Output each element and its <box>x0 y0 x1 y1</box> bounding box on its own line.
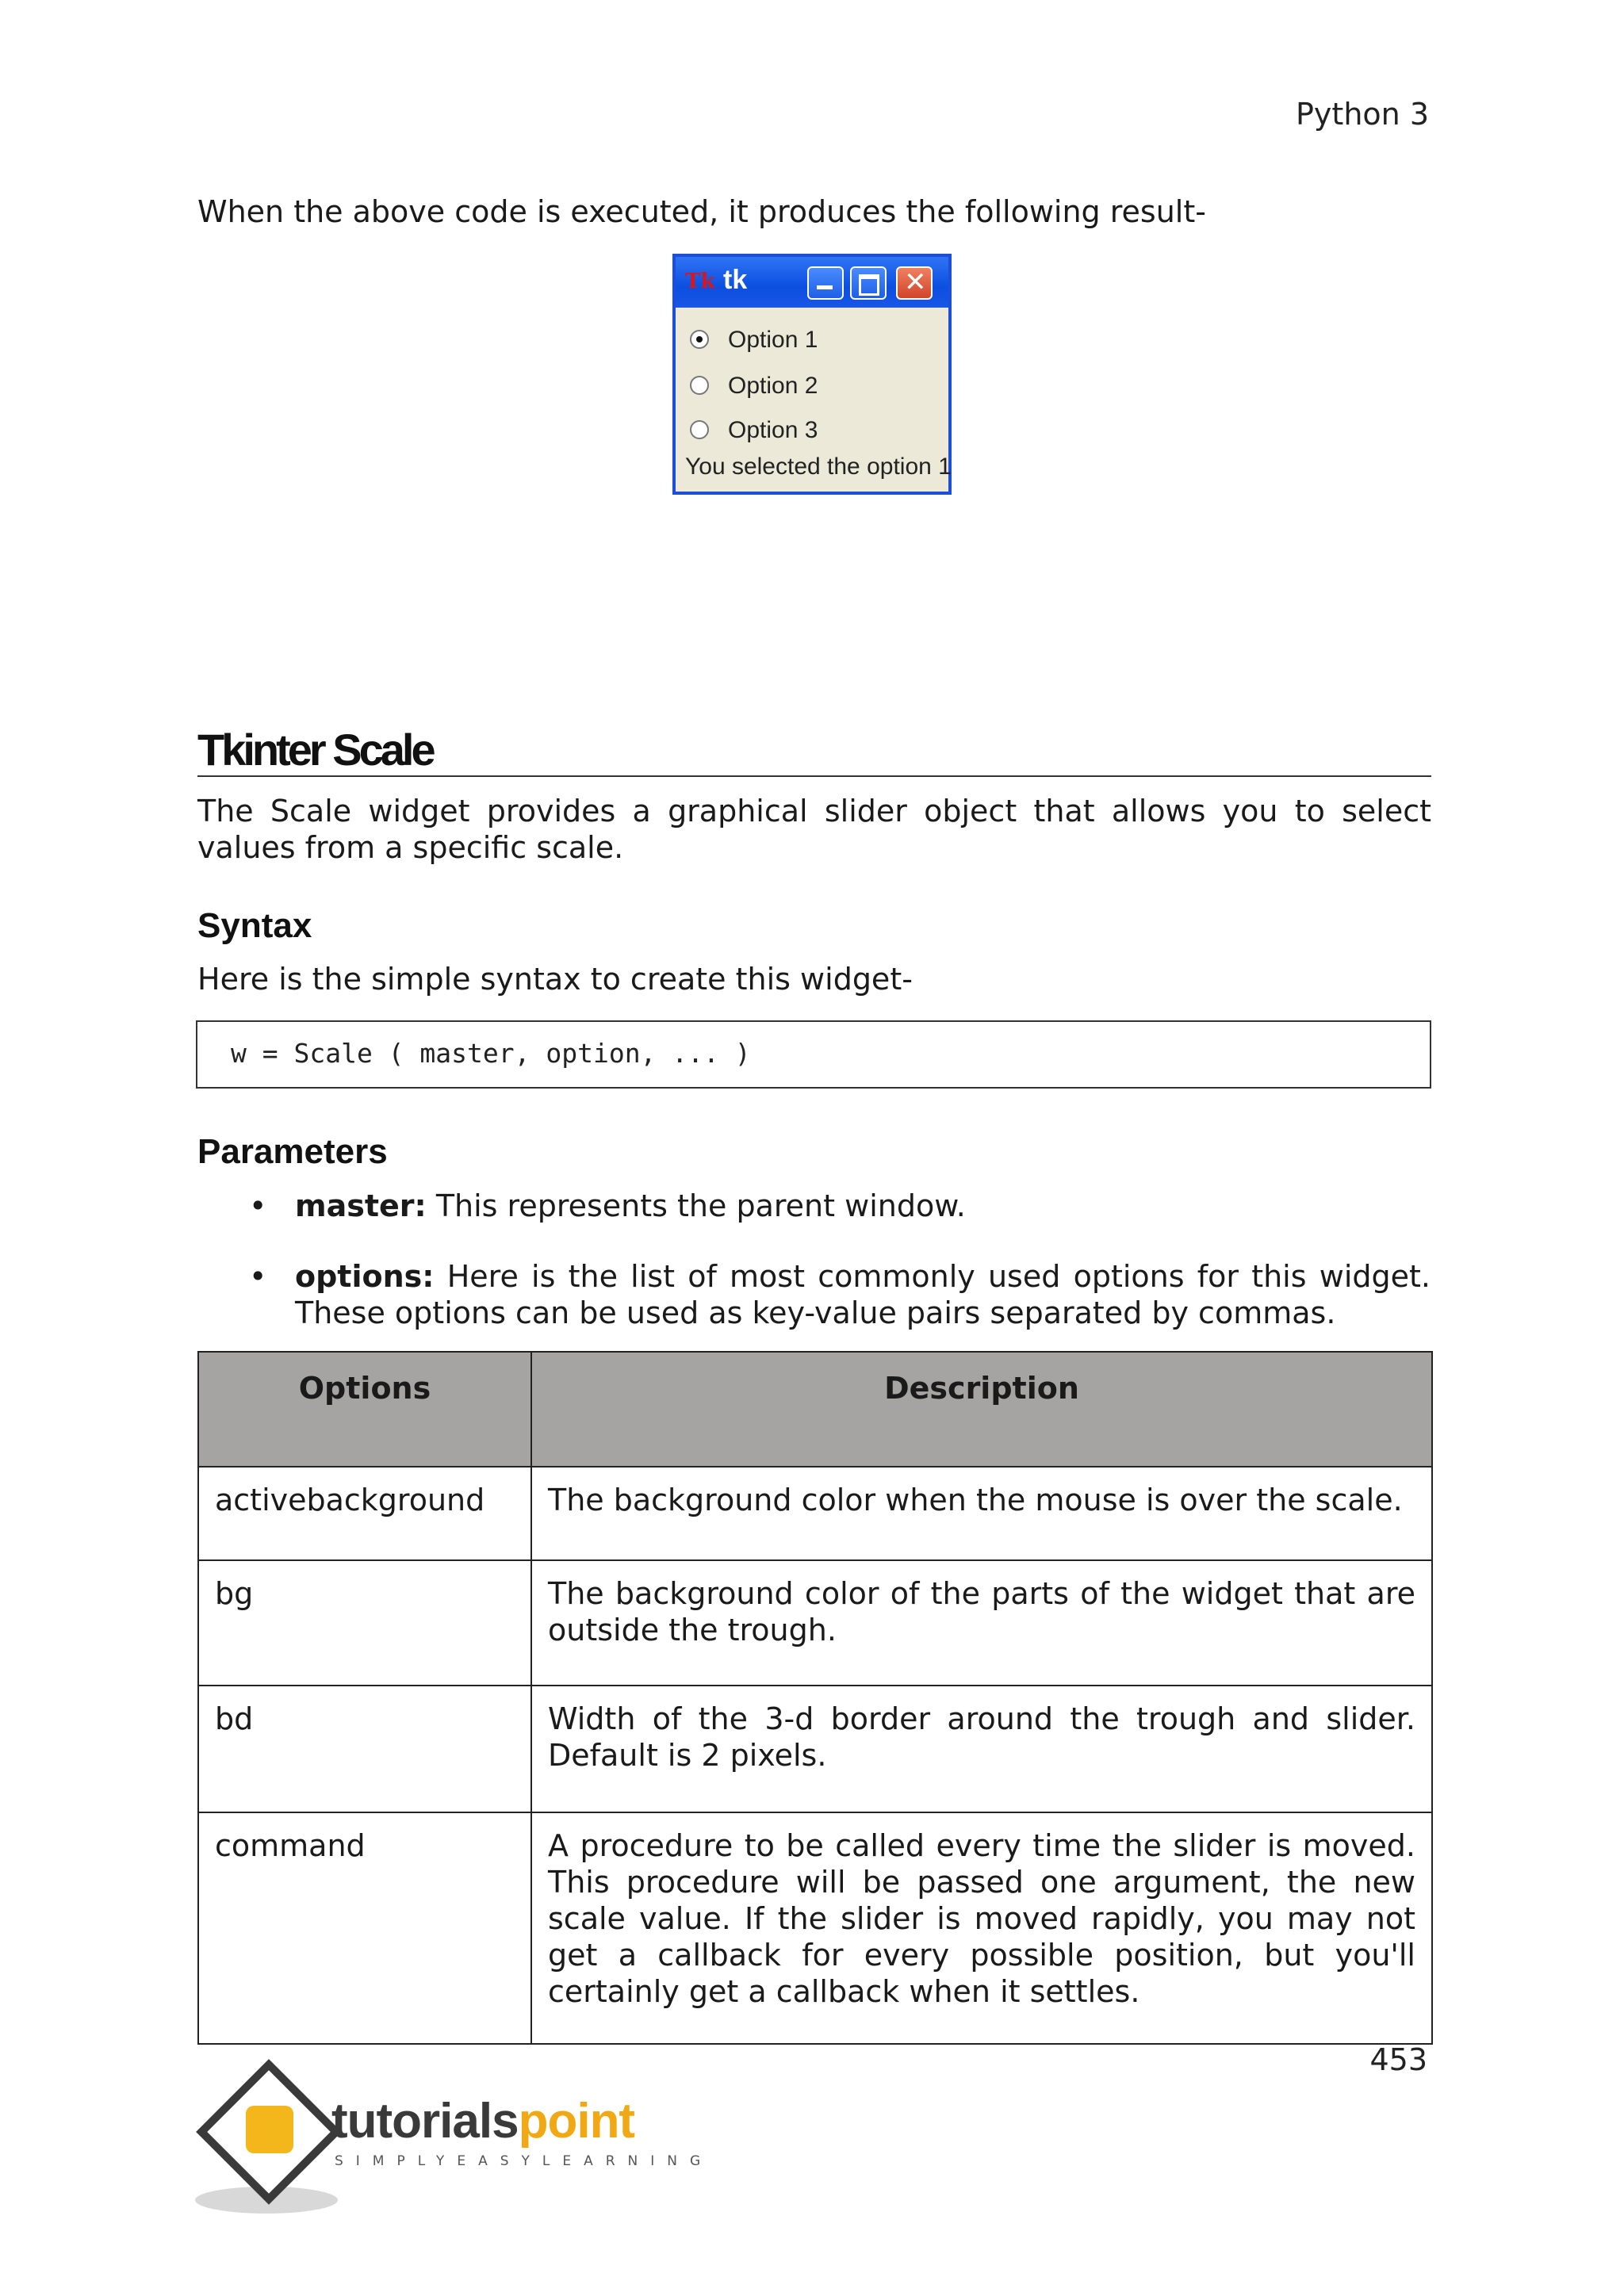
table-cell-description: The background color of the parts of the widget that are outside the trough. <box>531 1560 1432 1686</box>
code-block <box>196 1020 1431 1089</box>
radio-unselected-icon <box>690 376 709 395</box>
bullet-text: This represents the parent window. <box>426 1188 966 1223</box>
syntax-text: Here is the simple syntax to create this widget- <box>197 962 913 997</box>
logo-book-icon <box>246 2106 293 2153</box>
tk-window-title: tk <box>723 265 748 295</box>
table-row <box>198 1686 1432 1812</box>
tk-radio-label: Option 3 <box>728 417 818 443</box>
bullet-master <box>249 1188 1431 1224</box>
logo-wordmark-part1: tutorials <box>331 2094 519 2149</box>
table-header-options: Options <box>198 1352 531 1467</box>
tk-title-bar <box>676 257 948 308</box>
page-number: 453 <box>1369 2042 1427 2077</box>
tk-status-label: You selected the option 1 <box>685 453 952 480</box>
table-cell-option: activebackground <box>198 1467 531 1560</box>
bullet-term: options: <box>295 1259 435 1294</box>
close-icon: ✕ <box>896 266 933 300</box>
table-cell-option: bd <box>198 1686 531 1812</box>
tk-radio-option-2 <box>690 371 928 403</box>
tk-window-screenshot <box>672 254 952 495</box>
table-cell-description: The background color when the mouse is over the scale. <box>531 1467 1432 1560</box>
logo-tagline: SIMPLYEASYLEARNING <box>335 2153 714 2169</box>
radio-unselected-icon <box>690 420 709 439</box>
table-cell-description: Width of the 3-d border around the trough and slider. Default is 2 pixels. <box>531 1686 1432 1812</box>
tk-radio-option-3 <box>690 415 928 447</box>
table-row <box>198 1812 1432 2044</box>
radio-selected-icon <box>690 330 709 349</box>
minimize-icon <box>807 266 844 300</box>
table-header-description: Description <box>531 1352 1432 1467</box>
section-title: Tkinter Scale <box>197 725 433 775</box>
maximize-icon <box>850 266 887 300</box>
table-header-row <box>198 1352 1432 1467</box>
tk-radio-option-1 <box>690 325 928 357</box>
intro-text: When the above code is executed, it produces the following result- <box>197 194 1206 229</box>
bullet-term: master: <box>295 1188 427 1223</box>
logo-wordmark <box>331 2093 634 2149</box>
bullet-text: Here is the list of most commonly used options for this widget. These options can be used as key-value pairs separated by commas. <box>295 1259 1431 1330</box>
table-cell-description: A procedure to be called every time the slider is moved. This procedure will be passed one argument, the new scale value. If the slider is moved rapidly, you may not get a callback for every possible position, but you'll certainly get a callback when it settles. <box>531 1812 1432 2044</box>
tutorialspoint-logo <box>195 2069 714 2212</box>
logo-wordmark-part2: point <box>518 2094 635 2149</box>
section-title-rule <box>197 775 1431 777</box>
table-row <box>198 1467 1432 1560</box>
table-cell-option: command <box>198 1812 531 2044</box>
table-cell-option: bg <box>198 1560 531 1686</box>
page-header-title: Python 3 <box>1296 97 1429 132</box>
parameters-heading: Parameters <box>197 1132 388 1171</box>
bullet-icon: • <box>249 1259 267 1294</box>
code-line: w = Scale ( master, option, ... ) <box>231 1038 751 1069</box>
bullet-options <box>249 1258 1431 1331</box>
tk-radio-label: Option 1 <box>728 327 818 353</box>
section-description: The Scale widget provides a graphical slider object that allows you to select values from a specific scale. <box>197 794 1431 865</box>
options-table <box>197 1351 1433 2045</box>
syntax-heading: Syntax <box>197 906 312 945</box>
table-row <box>198 1560 1432 1686</box>
tk-logo-icon: Tk <box>685 270 715 293</box>
bullet-icon: • <box>249 1188 267 1223</box>
tk-radio-label: Option 2 <box>728 373 818 399</box>
